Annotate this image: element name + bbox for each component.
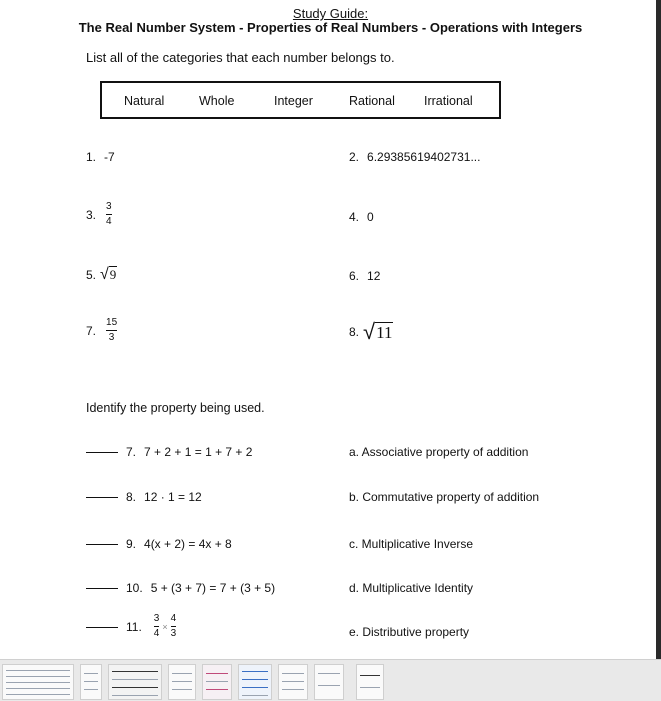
problem-expression: 5 + (3 + 7) = 7 + (3 + 5): [150, 581, 276, 595]
answer-blank[interactable]: [86, 496, 118, 498]
section1-instruction: List all of the categories that each number belongs to.: [86, 50, 395, 65]
fraction-bar: [171, 626, 177, 627]
fraction-denominator: 3: [108, 332, 115, 343]
property-problem-10: [86, 581, 275, 595]
fraction-b: [171, 614, 177, 639]
page-thumbnail[interactable]: [108, 664, 162, 700]
item-number: 1.: [86, 150, 97, 164]
page-thumbnail-strip: [0, 659, 661, 701]
fraction-denominator: 4: [106, 216, 112, 227]
category-box: [100, 81, 501, 119]
category-rational: Rational: [349, 94, 395, 108]
number-item-2: [349, 150, 480, 164]
option-d: d. Multiplicative Identity: [349, 581, 474, 595]
item-number: 7.: [86, 323, 97, 338]
page-thumbnail[interactable]: [2, 664, 74, 700]
item-value: 6.29385619402731...: [367, 150, 481, 164]
answer-blank[interactable]: [86, 587, 118, 589]
page-thumbnail[interactable]: [80, 664, 102, 700]
page-thumbnail[interactable]: [278, 664, 308, 700]
option-e: e. Distributive property: [349, 625, 470, 639]
item-number: 3.: [86, 207, 97, 222]
number-item-5: [86, 266, 117, 283]
problem-number: 9.: [126, 537, 137, 551]
fraction-denominator: 3: [170, 628, 177, 639]
fraction-numerator: 3: [153, 613, 160, 624]
answer-blank[interactable]: [86, 543, 118, 545]
category-whole: Whole: [199, 94, 235, 108]
fraction: [106, 202, 112, 227]
property-problem-9: [86, 537, 232, 551]
radical-icon: √: [100, 266, 109, 283]
radical-icon: √: [363, 319, 376, 344]
answer-blank[interactable]: [86, 626, 118, 628]
number-item-7: [86, 318, 117, 343]
page-thumbnail[interactable]: [168, 664, 196, 700]
item-value: 12: [367, 269, 381, 283]
category-natural: Natural: [124, 94, 165, 108]
problem-expression: 12 · 1 = 12: [144, 490, 202, 504]
category-irrational: Irrational: [424, 94, 473, 108]
option-c: c. Multiplicative Inverse: [349, 537, 474, 551]
fraction: [106, 318, 117, 343]
page-subtitle: The Real Number System - Properties of Real Numbers - Operations with Integers: [78, 20, 583, 35]
radicand: 11: [376, 323, 393, 342]
fraction-a: [154, 614, 160, 639]
page-thumbnail[interactable]: [238, 664, 272, 700]
fraction-numerator: 15: [106, 317, 118, 328]
number-item-8: [349, 321, 393, 343]
fraction-bar: [154, 626, 160, 627]
item-value: 0: [367, 210, 374, 224]
problem-number: 7.: [126, 445, 137, 459]
section2-instruction: Identify the property being used.: [86, 401, 265, 415]
answer-blank[interactable]: [86, 451, 118, 453]
problem-expression: 4(x + 2) = 4x + 8: [144, 537, 232, 551]
problem-number: 10.: [126, 581, 143, 595]
item-number: 5.: [86, 267, 97, 282]
item-number: 6.: [349, 269, 360, 283]
number-item-1: [86, 150, 115, 164]
property-problem-11: [86, 614, 176, 639]
page-thumbnail[interactable]: [314, 664, 344, 700]
number-item-6: [349, 269, 380, 283]
item-value: -7: [104, 150, 115, 164]
item-number: 4.: [349, 210, 360, 224]
fraction-bar: [106, 330, 117, 331]
problem-number: 8.: [126, 490, 137, 504]
option-b: b. Commutative property of addition: [349, 490, 540, 504]
option-a: a. Associative property of addition: [349, 445, 529, 459]
number-item-4: [349, 210, 374, 224]
property-problem-8: [86, 490, 202, 504]
times-icon: ×: [162, 621, 168, 632]
item-number: 8.: [349, 325, 360, 339]
problem-expression: 7 + 2 + 1 = 1 + 7 + 2: [144, 445, 253, 459]
page-thumbnail[interactable]: [356, 664, 384, 700]
page-thumbnail[interactable]: [202, 664, 232, 700]
square-root: [100, 266, 117, 283]
category-integer: Integer: [274, 94, 313, 108]
fraction-bar: [106, 214, 112, 215]
fraction-denominator: 4: [153, 628, 160, 639]
problem-number: 11.: [126, 619, 142, 634]
item-number: 2.: [349, 150, 360, 164]
number-item-3: [86, 202, 112, 227]
square-root: [363, 321, 393, 343]
fraction-numerator: 3: [106, 201, 112, 212]
radicand: 9: [109, 267, 117, 282]
property-problem-7: [86, 445, 252, 459]
fraction-numerator: 4: [170, 613, 177, 624]
page-title: Study Guide:: [292, 6, 369, 21]
page-edge: [656, 0, 661, 700]
